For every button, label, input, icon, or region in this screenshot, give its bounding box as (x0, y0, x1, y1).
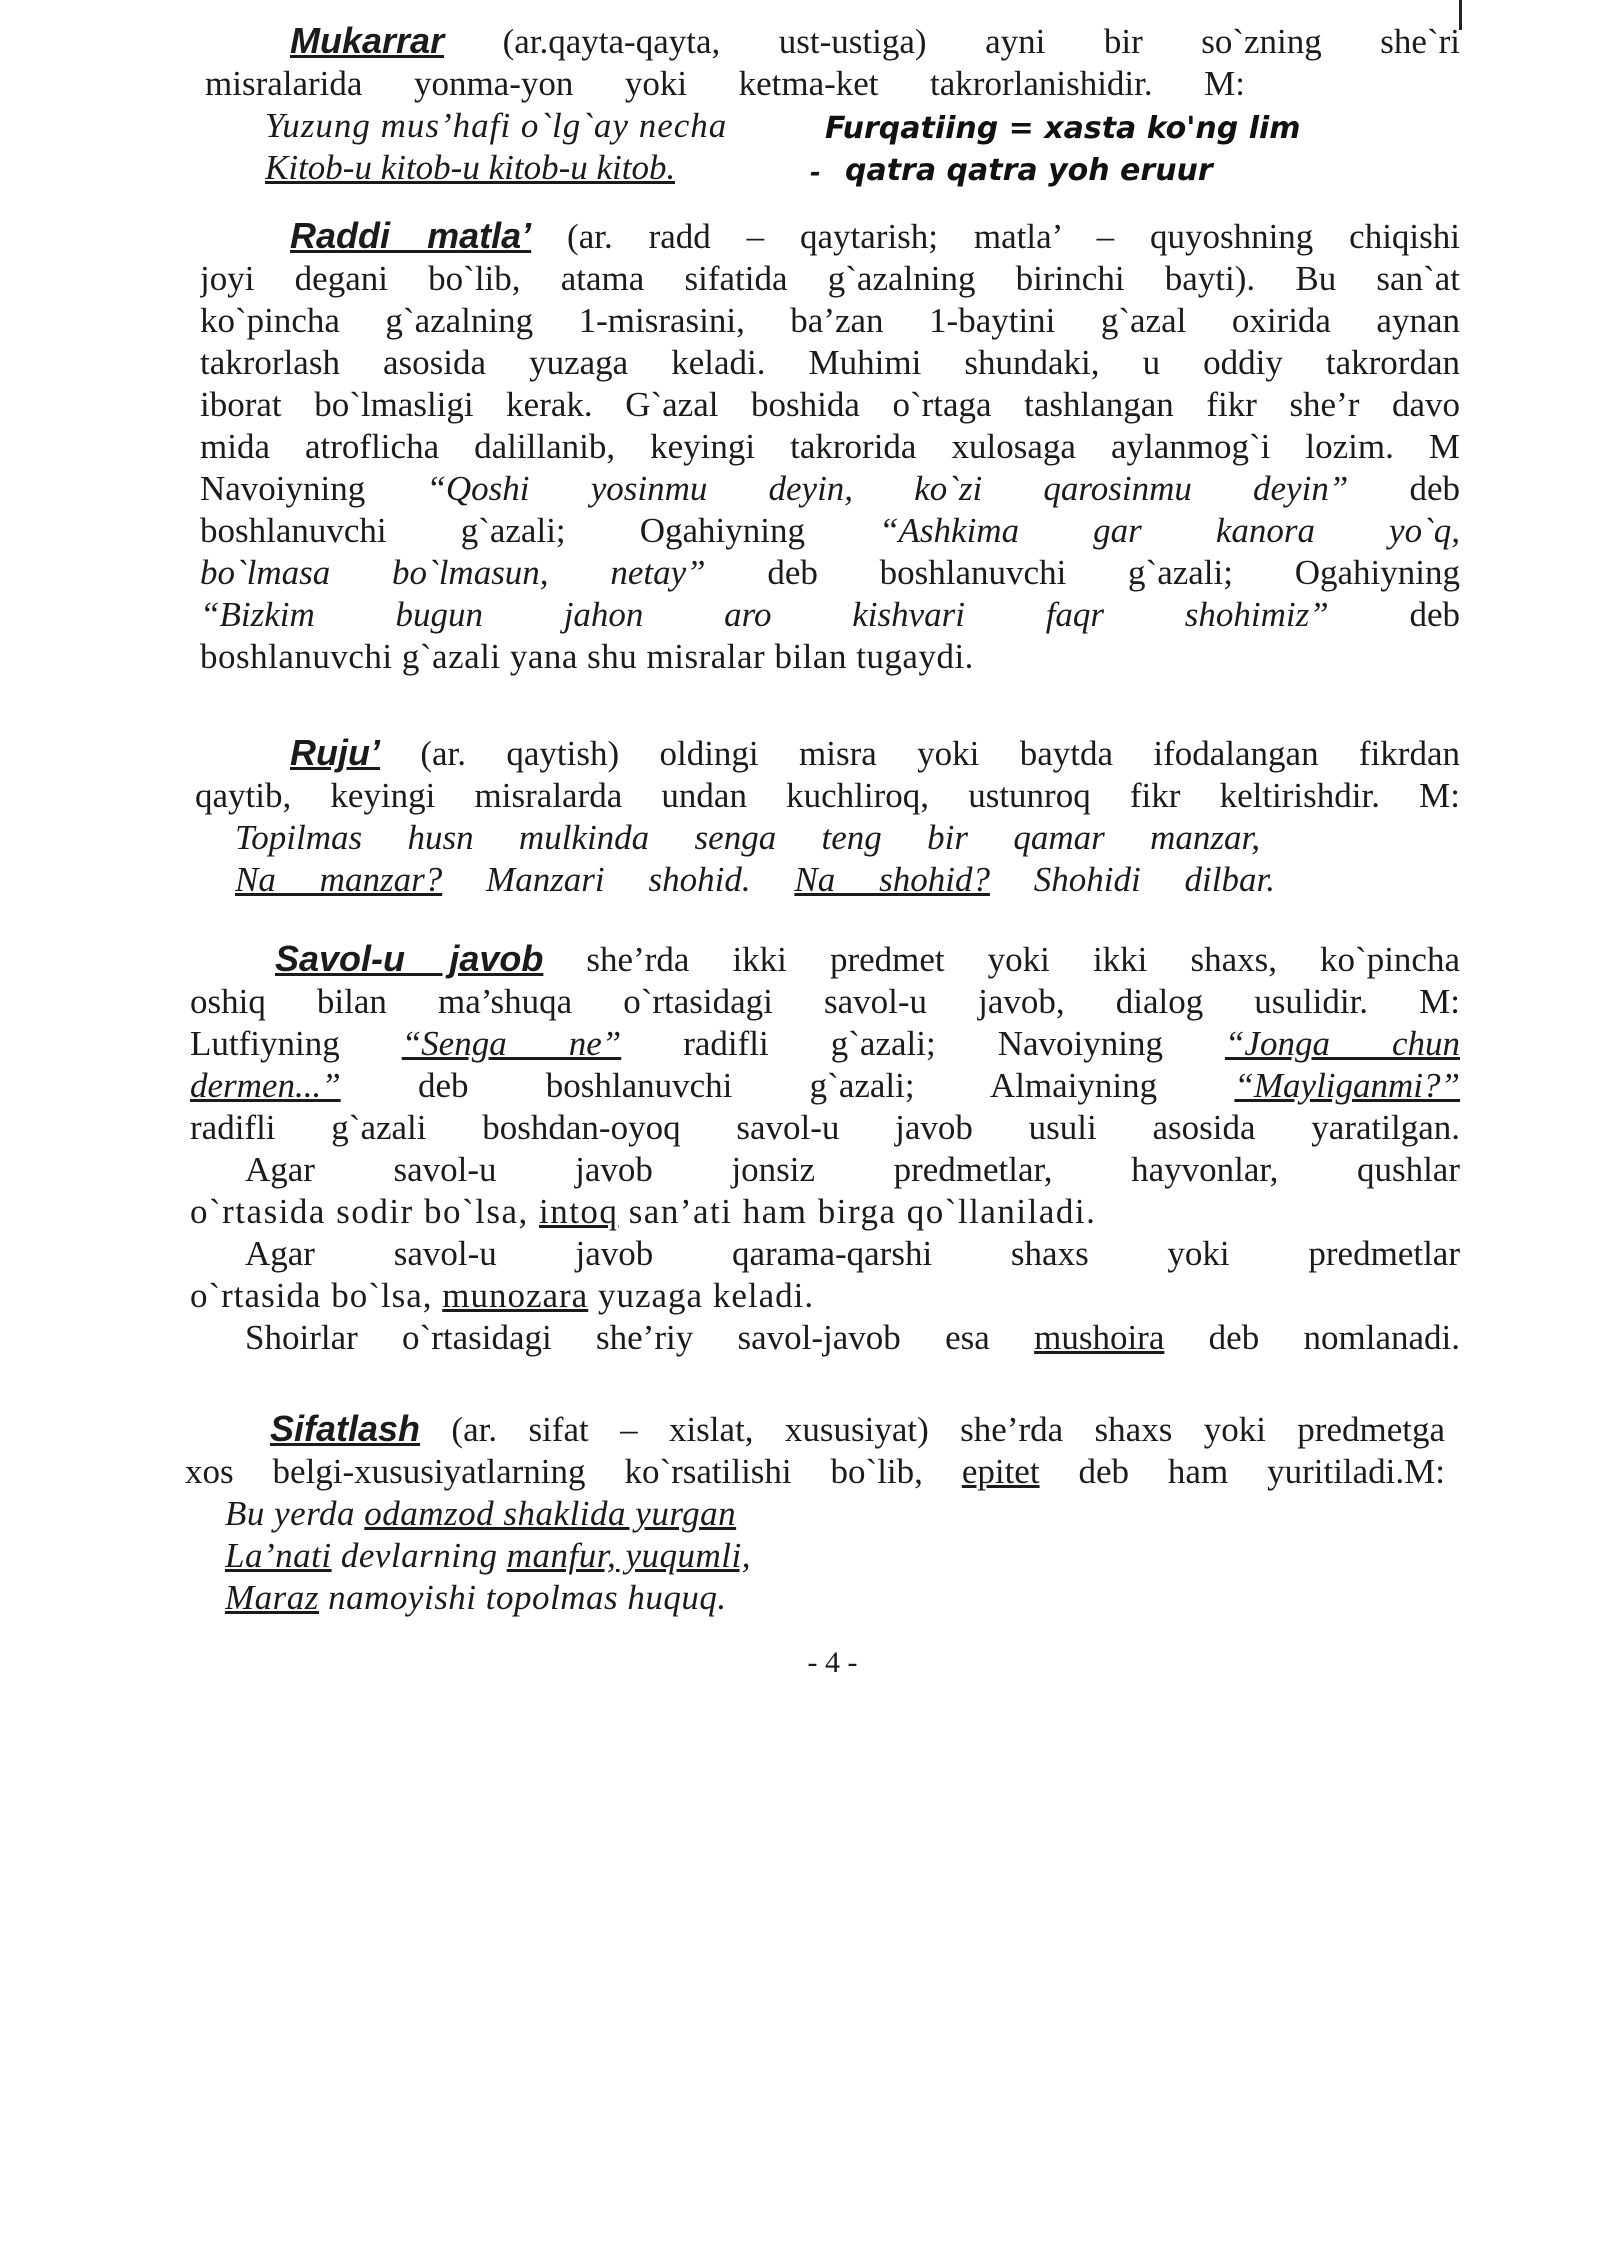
sifatlash-line-1 (270, 1408, 1445, 1451)
sifatlash-l2-b: deb ham yuritiladi.M: (1039, 1452, 1445, 1491)
sifatlash-example-3 (225, 1577, 1445, 1619)
ruju-line-2: qaytib, keyingi misralarda undan kuchliroq, ustunroq fikr keltirishdir. M: (195, 776, 1460, 815)
raddi-line-5: iborat bo`lmasligi kerak. G`azal boshida o`rtaga tashlangan fikr she’r davo (200, 385, 1460, 424)
savol-quote-navoiy: “Jonga chun (1224, 1024, 1460, 1063)
sifatlash-ex2-underlined-1: La’nati (225, 1536, 332, 1575)
sifatlash-ex3-underlined: Maraz (225, 1578, 319, 1617)
raddi-l9-b: deb boshlanuvchi g`azali; Ogahiyning (705, 553, 1460, 592)
raddi-line-8 (200, 510, 1460, 552)
sifatlash-def-1: (ar. sifat – xislat, xususiyat) she’rda shaxs yoki predmetga (420, 1410, 1445, 1449)
savol-term-mushoira: mushoira (1034, 1318, 1165, 1357)
sifatlash-ex2-underlined-2: manfur, yuqumli, (506, 1536, 751, 1575)
savol-def-1: she’rda ikki predmet yoki ikki shaxs, ko`pincha (543, 940, 1460, 979)
raddi-line-6: mida atroflicha dalillanib, keyingi takrorida xulosaga aylanmog`i lozim. M (200, 427, 1460, 466)
sifatlash-ex2-text: devlarning (331, 1536, 507, 1575)
handwritten-note-2: qatra qatra yoh eruur (845, 153, 1213, 188)
mukarrar-def-1: (ar.qayta-qayta, ust-ustiga) ayni bir so`zning she`ri (444, 22, 1460, 61)
ruju-ex2-text-2: Shohidi dilbar. (989, 860, 1275, 899)
sifatlash-ex1-underlined: odamzod shaklida yurgan (364, 1494, 737, 1533)
raddi-l8-a: boshlanuvchi g`azali; Ogahiyning (200, 511, 880, 550)
ruju-example-1: Topilmas husn mulkinda senga teng bir qamar manzar, (235, 818, 1260, 857)
entry-raddi-matla (200, 215, 1460, 678)
page-number: - 4 - (807, 1646, 858, 1679)
raddi-line-2: joyi degani bo`lib, atama sifatida g`azalning birinchi bayti). Bu san`at (200, 259, 1460, 298)
savol-l4-b: deb boshlanuvchi g`azali; Almaiyning (340, 1066, 1235, 1105)
savol-p2-line-2 (190, 1191, 1460, 1233)
term-sifatlash: Sifatlash (270, 1408, 421, 1449)
savol-l3-a: Lutfiyning (190, 1024, 402, 1063)
savol-quote-almaiy: “Mayliganmi?” (1234, 1066, 1460, 1105)
sifatlash-l2-a: xos belgi-xususiyatlarning ko`rsatilishi bo`lib, (185, 1452, 962, 1491)
handwritten-dash: - (810, 158, 821, 188)
mukarrar-example-1: Yuzung mus’hafi o`lg`ay necha (265, 106, 728, 145)
raddi-line-4: takrorlash asosida yuzaga keladi. Muhimi shundaki, u oddiy takrordan (200, 343, 1460, 382)
mukarrar-example-2: Kitob-u kitob-u kitob-u kitob. (265, 148, 676, 187)
savol-p3-line-1: Agar savol-u javob qarama-qarshi shaxs yoki predmetlar (245, 1234, 1460, 1273)
sifatlash-line-2 (185, 1451, 1445, 1493)
savol-line-3 (190, 1023, 1460, 1065)
ruju-example-2 (235, 859, 1275, 901)
mukarrar-line-2: misralarida yonma-yon yoki ketma-ket takrorlanishidir. M: (205, 64, 1245, 103)
raddi-quote-navoiy: “Qoshi yosinmu deyin, ko`zi qarosinmu deyin” (426, 469, 1349, 508)
raddi-quote-ogahiy-1b: bo`lmasa bo`lmasun, netay” (200, 553, 706, 592)
raddi-line-11: boshlanuvchi g`azali yana shu misralar bilan tugaydi. (200, 637, 974, 676)
savol-p4-b: deb nomlanadi. (1164, 1318, 1460, 1357)
raddi-line-9 (200, 552, 1460, 594)
savol-p3-line-2 (190, 1275, 1460, 1317)
ruju-ex2-underlined-2: Na shohid? (794, 860, 990, 899)
ruju-line-1 (290, 732, 1460, 775)
ruju-ex2-underlined-1: Na manzar? (235, 860, 443, 899)
savol-quote-navoiy-2: dermen...” (190, 1066, 341, 1105)
raddi-line-3: ko`pincha g`azalning 1-misrasini, ba’zan 1-baytini g`azal oxirida aynan (200, 301, 1460, 340)
mukarrar-line-1 (290, 20, 1460, 63)
raddi-l7-a: Navoiyning (200, 469, 427, 508)
savol-line-4 (190, 1065, 1460, 1107)
savol-quote-lutfiy: “Senga ne” (401, 1024, 622, 1063)
ruju-ex2-text-1: Manzari shohid. (442, 860, 795, 899)
raddi-quote-ogahiy-1: “Ashkima gar kanora yo`q, (879, 511, 1460, 550)
entry-ruju (195, 732, 1460, 901)
savol-line-5: radifli g`azali boshdan-oyoq savol-u javob usuli asosida yaratilgan. (190, 1108, 1460, 1147)
savol-p3-a: o`rtasida bo`lsa, (190, 1276, 443, 1315)
term-mukarrar: Mukarrar (290, 20, 445, 61)
entry-savol-javob (190, 938, 1460, 1359)
sifatlash-ex3-text: namoyishi topolmas huquq. (318, 1578, 727, 1617)
sifatlash-ex1-a: Bu yerda (225, 1494, 365, 1533)
savol-line-1 (275, 938, 1460, 981)
savol-p2-a: o`rtasida sodir bo`lsa, (190, 1192, 539, 1231)
savol-p2-b: san’ati ham birga qo`llaniladi. (618, 1192, 1097, 1231)
term-ruju: Ruju’ (290, 732, 380, 773)
savol-term-munozara: munozara (442, 1276, 589, 1315)
term-raddi-matla: Raddi matla’ (290, 215, 532, 256)
raddi-quote-ogahiy-2: “Bizkim bugun jahon aro kishvari faqr shohimiz” (200, 595, 1329, 634)
term-savol-javob: Savol-u javob (275, 938, 544, 979)
sifatlash-example-2 (225, 1535, 1445, 1577)
savol-l3-b: radifli g`azali; Navoiyning (621, 1024, 1225, 1063)
ruju-def-1: (ar. qaytish) oldingi misra yoki baytda ifodalangan fikrdan (379, 734, 1460, 773)
raddi-def-1: (ar. radd – qaytarish; matla’ – quyoshning chiqishi (531, 217, 1460, 256)
entry-sifatlash (185, 1408, 1445, 1619)
raddi-line-1 (290, 215, 1460, 258)
entry-mukarrar (205, 20, 1460, 199)
raddi-l7-b: deb (1348, 469, 1460, 508)
savol-p4-a: Shoirlar o`rtasidagi she’riy savol-javob esa (245, 1318, 1035, 1357)
raddi-line-10 (200, 594, 1460, 636)
savol-p3-b: yuzaga keladi. (588, 1276, 815, 1315)
raddi-line-7 (200, 468, 1460, 510)
savol-term-intoq: intoq (538, 1192, 619, 1231)
raddi-l10-b: deb (1328, 595, 1460, 634)
sifatlash-term-epitet: epitet (961, 1452, 1040, 1491)
savol-p4-line (245, 1317, 1460, 1359)
handwritten-note-1: Furqatiing = xasta ko'ng lim (825, 111, 1301, 146)
savol-line-2: oshiq bilan ma’shuqa o`rtasidagi savol-u javob, dialog usulidir. M: (190, 982, 1460, 1021)
savol-p2-line-1: Agar savol-u javob jonsiz predmetlar, hayvonlar, qushlar (245, 1150, 1460, 1189)
sifatlash-example-1 (225, 1493, 1445, 1535)
